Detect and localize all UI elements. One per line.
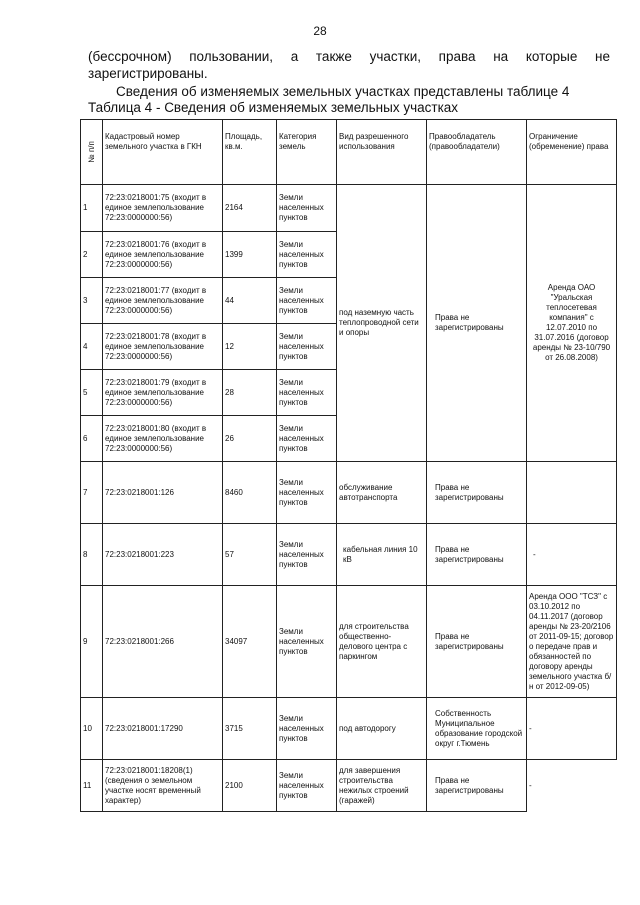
cell-num: 1 [81, 185, 103, 232]
cell-category: Земли населенных пунктов [277, 416, 337, 462]
cell-cadastral: 72:23:0218001:78 (входит в единое землепользование 72:23:0000000:56) [103, 324, 223, 370]
cell-cadastral: 72:23:0218001:17290 [103, 698, 223, 760]
header-use: Вид разрешенного использования [337, 120, 427, 185]
table-caption: Таблица 4 - Сведения об изменяемых земельных участках [88, 100, 459, 115]
cell-category: Земли населенных пунктов [277, 278, 337, 324]
cell-area: 12 [223, 324, 277, 370]
cell-restriction: Аренда ООО "ТСЗ" с 03.10.2012 по 04.11.2017 (договор аренды № 23-20/2106 от 2011-09-15; договор о передаче прав и обязанностей по договору аренды земельного участка б/н от 2012-09-05) [527, 586, 617, 698]
cell-category: Земли населенных пунктов [277, 524, 337, 586]
cell-area: 8460 [223, 462, 277, 524]
header-owner: Правообладатель (правообладатели) [427, 120, 527, 185]
cell-use: кабельная линия 10 кВ [337, 524, 427, 586]
cell-cadastral: 72:23:0218001:266 [103, 586, 223, 698]
cell-num: 6 [81, 416, 103, 462]
cell-cadastral: 72:23:0218001:80 (входит в единое землепользование 72:23:0000000:56) [103, 416, 223, 462]
cell-area: 44 [223, 278, 277, 324]
cell-category: Земли населенных пунктов [277, 324, 337, 370]
cell-cadastral: 72:23:0218001:75 (входит в единое землепользование 72:23:0000000:56) [103, 185, 223, 232]
table-row [81, 185, 617, 232]
cell-owner-group: Права не зарегистрированы [427, 185, 527, 462]
cell-restriction: - [527, 698, 617, 760]
cell-use-group: под наземную часть теплопроводной сети и опоры [337, 185, 427, 462]
cell-category: Земли населенных пунктов [277, 586, 337, 698]
cell-use: под автодорогу [337, 698, 427, 760]
cell-area: 28 [223, 370, 277, 416]
header-restriction: Ограничение (обременение) права [527, 120, 617, 185]
cell-owner: Права не зарегистрированы [427, 524, 527, 586]
table-row [81, 462, 617, 524]
cell-restriction-group: Аренда ОАО "Уральская теплосетевая компания" с 12.07.2010 по 31.07.2016 (договор аренды № 23-10/790 от 26.08.2008) [527, 185, 617, 462]
cell-use: обслуживание автотранспорта [337, 462, 427, 524]
table-row [81, 524, 617, 586]
cell-owner: Права не зарегистрированы [427, 462, 527, 524]
intro-paragraph: Сведения об изменяемых земельных участках представлены таблице 4 [116, 84, 570, 99]
header-cadastral: Кадастровый номер земельного участка в ГКН [103, 120, 223, 185]
header-area: Площадь, кв.м. [223, 120, 277, 185]
cell-category: Земли населенных пунктов [277, 760, 337, 812]
cell-category: Земли населенных пунктов [277, 462, 337, 524]
table-header-row [81, 120, 617, 185]
page-number: 28 [313, 24, 327, 38]
cell-cadastral: 72:23:0218001:77 (входит в единое землепользование 72:23:0000000:56) [103, 278, 223, 324]
cell-owner: Права не зарегистрированы [427, 760, 527, 812]
cell-num: 2 [81, 232, 103, 278]
cell-use: для завершения строительства нежилых строений (гаражей) [337, 760, 427, 812]
cell-num: 5 [81, 370, 103, 416]
cell-cadastral: 72:23:0218001:18208(1) (сведения о земельном участке носят временный характер) [103, 760, 223, 812]
table-row [81, 760, 617, 812]
header-num: № п/п [81, 120, 103, 185]
cell-cadastral: 72:23:0218001:126 [103, 462, 223, 524]
cell-num: 4 [81, 324, 103, 370]
cell-num: 8 [81, 524, 103, 586]
cell-category: Земли населенных пунктов [277, 698, 337, 760]
cell-use: для строительства общественно-делового центра с паркингом [337, 586, 427, 698]
land-plots-table [80, 119, 617, 812]
cell-owner: Права не зарегистрированы [427, 586, 527, 698]
cell-num: 10 [81, 698, 103, 760]
cell-restriction [527, 462, 617, 524]
cell-category: Земли населенных пунктов [277, 370, 337, 416]
cell-owner: Собственность Муниципальное образование городской округ г.Тюмень [427, 698, 527, 760]
cell-num: 3 [81, 278, 103, 324]
cell-restriction: - [529, 780, 532, 790]
cell-restriction: - [527, 524, 617, 586]
table-row [81, 586, 617, 698]
cell-area: 2100 [223, 760, 277, 812]
table-row [81, 698, 617, 760]
cell-area: 34097 [223, 586, 277, 698]
header-category: Категория земель [277, 120, 337, 185]
cell-area: 1399 [223, 232, 277, 278]
cell-cadastral: 72:23:0218001:79 (входит в единое землепользование 72:23:0000000:56) [103, 370, 223, 416]
cell-area: 26 [223, 416, 277, 462]
cell-num: 9 [81, 586, 103, 698]
cell-num: 11 [81, 760, 103, 812]
cell-area: 57 [223, 524, 277, 586]
cell-cadastral: 72:23:0218001:76 (входит в единое землепользование 72:23:0000000:56) [103, 232, 223, 278]
cell-area: 2164 [223, 185, 277, 232]
cell-cadastral: 72:23:0218001:223 [103, 524, 223, 586]
cell-num: 7 [81, 462, 103, 524]
cell-category: Земли населенных пунктов [277, 232, 337, 278]
cell-category: Земли населенных пунктов [277, 185, 337, 232]
cell-area: 3715 [223, 698, 277, 760]
body-paragraph: (бессрочном) пользовании, а также участки, права на которые не зарегистрированы. [88, 49, 610, 81]
